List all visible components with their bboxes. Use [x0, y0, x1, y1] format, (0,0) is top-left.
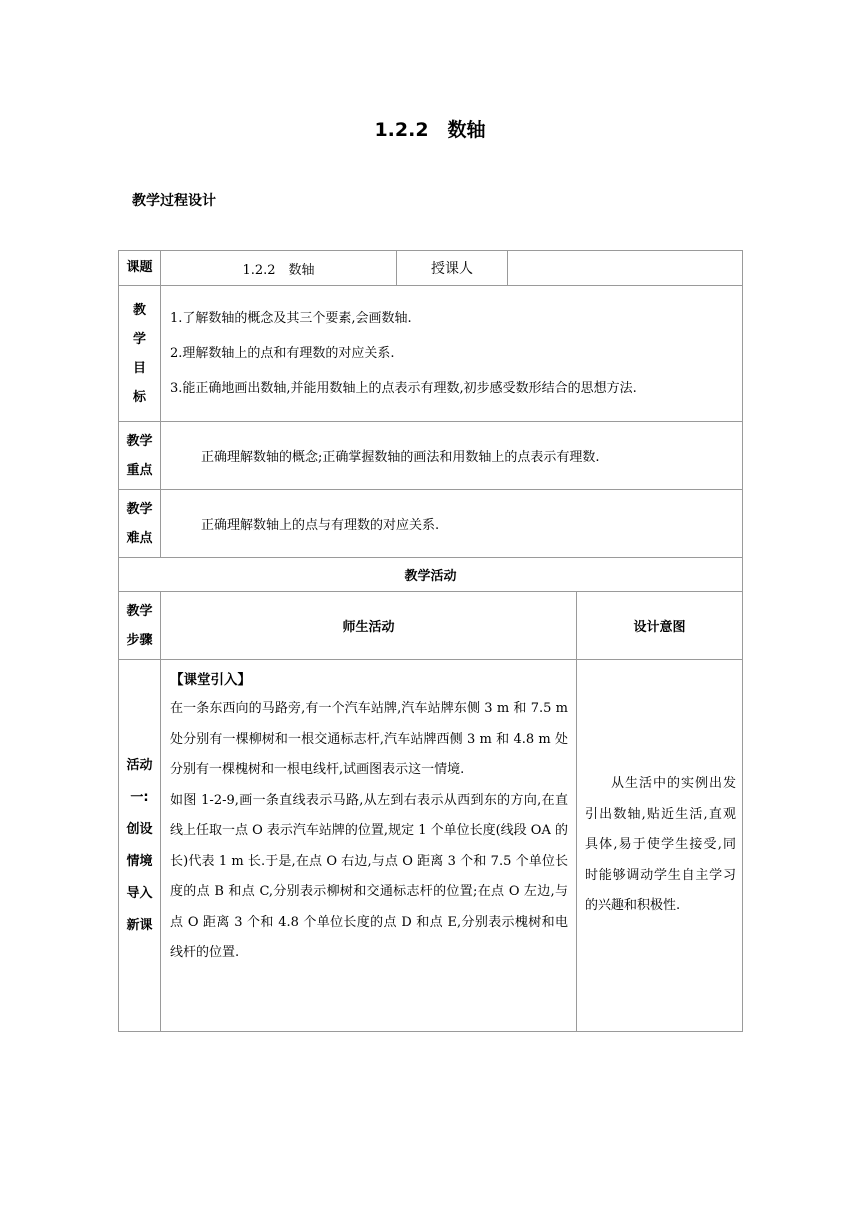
intent-column-header: 设计意图 [577, 592, 743, 660]
goals-row [119, 286, 743, 422]
lesson-plan-table [118, 250, 743, 1032]
activities-heading: 教学活动 [119, 558, 743, 592]
teacher-value [508, 251, 743, 286]
activity-one-content [161, 660, 577, 1032]
topic-row [119, 251, 743, 286]
section-heading: 教学过程设计 [132, 193, 216, 209]
goal-item: 3.能正确地画出数轴,并能用数轴上的点表示有理数,初步感受数形结合的思想方法. [170, 381, 637, 396]
difficulty-label: 教学 难点 [119, 490, 161, 558]
activity-one-label: 活动 一: 创设 情境 导入 新课 [119, 660, 161, 1032]
steps-label: 教学 步骤 [119, 592, 161, 660]
activity-one-heading: 【课堂引入】 [170, 672, 251, 688]
key-points-row [119, 422, 743, 490]
activities-heading-row [119, 558, 743, 592]
key-points-label: 教学 重点 [119, 422, 161, 490]
difficulty-row [119, 490, 743, 558]
goal-item: 1.了解数轴的概念及其三个要素,会画数轴. [170, 311, 412, 326]
topic-value: 1.2.2 数轴 [161, 251, 397, 286]
activity-column-header: 师生活动 [161, 592, 577, 660]
activity-one-row [119, 660, 743, 1032]
goal-item: 2.理解数轴上的点和有理数的对应关系. [170, 346, 395, 361]
activity-one-paragraph: 在一条东西向的马路旁,有一个汽车站牌,汽车站牌东侧 3 m 和 7.5 m 处分别有一棵柳树和一根交通标志杆,汽车站牌西侧 3 m 和 4.8 m 处分别有一棵槐树和一根电线杆,试画图表示这一情境. [170, 701, 568, 777]
key-points-text: 正确理解数轴的概念;正确掌握数轴的画法和用数轴上的点表示有理数. [161, 422, 743, 490]
topic-label: 课题 [119, 251, 161, 286]
page-title: 1.2.2 数轴 [374, 119, 486, 141]
difficulty-text: 正确理解数轴上的点与有理数的对应关系. [161, 490, 743, 558]
goals-label: 教 学 目 标 [119, 286, 161, 422]
teacher-label: 授课人 [397, 251, 508, 286]
activity-one-paragraph: 如图 1-2-9,画一条直线表示马路,从左到右表示从西到东的方向,在直线上任取一点 O 表示汽车站牌的位置,规定 1 个单位长度(线段 OA 的长)代表 1 m 长.于是,在点 O 右边,与点 O 距离 3 个和 7.5 个单位长度的点 B 和点 C,分别表示柳树和交通标志杆的位置;在点 O 左边,与点 O 距离 3 个和 4.8 个单位长度的点 D 和点 E,分别表示槐树和电线杆的位置. [170, 792, 568, 960]
activity-one-intent: 从生活中的实例出发引出数轴,贴近生活,直观具体,易于使学生接受,同时能够调动学生自主学习的兴趣和积极性. [577, 660, 743, 1032]
columns-header-row [119, 592, 743, 660]
goals-content [161, 286, 743, 422]
